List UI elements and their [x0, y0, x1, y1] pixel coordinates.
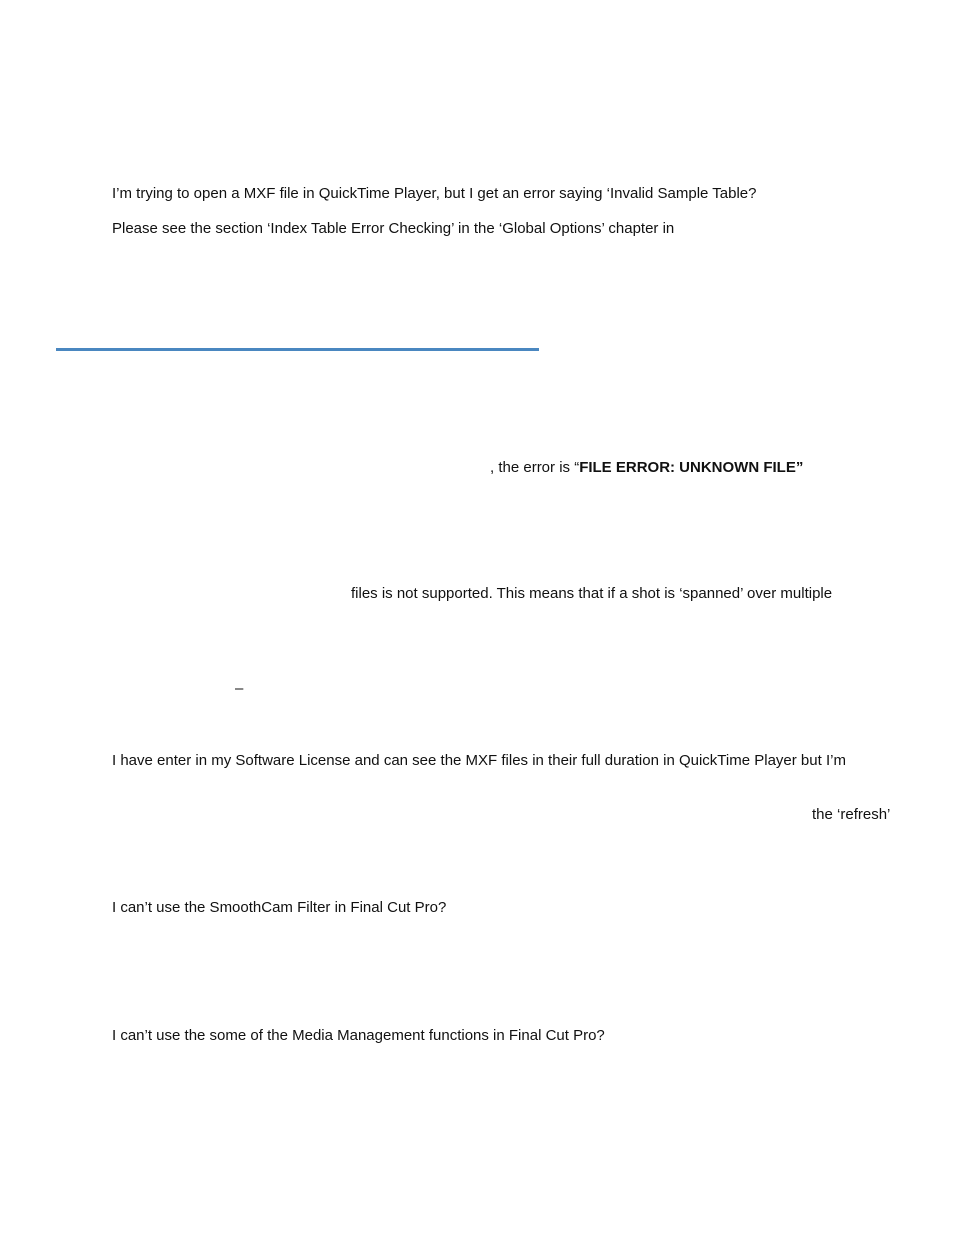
error-message-line [490, 459, 803, 477]
faq-question-invalid-sample-table: I’m trying to open a MXF file in QuickTime Player, but I get an error saying ‘Invalid Sample Table? [112, 185, 757, 202]
faq-question-smoothcam: I can’t use the SmoothCam Filter in Final Cut Pro? [112, 899, 447, 916]
dash-text: – [235, 680, 244, 697]
faq-question-media-management: I can’t use the some of the Media Management functions in Final Cut Pro? [112, 1027, 605, 1044]
error-code-text: FILE ERROR: UNKNOWN FILE” [579, 459, 804, 476]
refresh-text: the ‘refresh’ [812, 806, 891, 823]
error-prefix-text: , the error is “ [490, 459, 580, 476]
faq-answer-index-table: Please see the section ‘Index Table Error Checking’ in the ‘Global Options’ chapter in [112, 220, 675, 237]
faq-question-software-license: I have enter in my Software License and can see the MXF files in their full duration in QuickTime Player but I’m [112, 752, 846, 769]
section-divider [56, 348, 539, 351]
spanned-files-text: files is not supported. This means that if a shot is ‘spanned’ over multiple [351, 585, 833, 602]
